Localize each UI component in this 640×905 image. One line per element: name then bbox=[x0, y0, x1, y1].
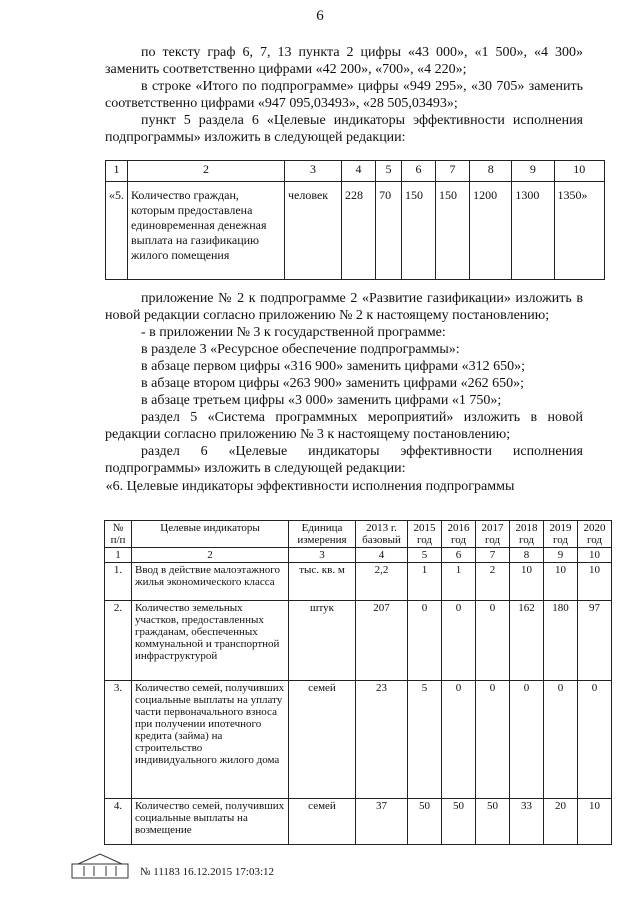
table-cell: 1 bbox=[106, 161, 128, 182]
table-cell: 8 bbox=[510, 548, 544, 563]
table-number-row bbox=[105, 548, 612, 563]
table-cell: 2020 год bbox=[578, 521, 612, 548]
table-cell: человек bbox=[285, 182, 342, 280]
table-cell: 2 bbox=[476, 563, 510, 601]
table-cell: 20 bbox=[544, 799, 578, 845]
table-cell: 1. bbox=[105, 563, 132, 601]
paragraph: пункт 5 раздела 6 «Целевые индикаторы эффективности исполнения подпрограммы» изложить в следующей редакции: bbox=[105, 113, 583, 145]
table-cell: Целевые индикаторы bbox=[132, 521, 289, 548]
paragraph: в абзаце первом цифры «316 900» заменить цифрами «312 650»; bbox=[141, 359, 525, 374]
table-cell: 7 bbox=[476, 548, 510, 563]
table-cell: 162 bbox=[510, 601, 544, 681]
table-cell: 1 bbox=[105, 548, 132, 563]
table-cell: 2016 год bbox=[442, 521, 476, 548]
paragraph: в абзаце втором цифры «263 900» заменить цифрами «262 650»; bbox=[141, 376, 524, 391]
table-cell: 10 bbox=[578, 799, 612, 845]
paragraph: раздел 5 «Система программных мероприятий» изложить в новой редакции согласно приложению № 3 к настоящему постановлению; bbox=[105, 410, 583, 442]
table-cell: 0 bbox=[408, 601, 442, 681]
table-cell: 10 bbox=[578, 563, 612, 601]
table-cell: 150 bbox=[401, 182, 435, 280]
table-cell: 2015 год bbox=[408, 521, 442, 548]
table-row bbox=[106, 182, 605, 280]
table-cell: 6 bbox=[442, 548, 476, 563]
table-cell: Единица измерения bbox=[289, 521, 356, 548]
table-cell: 6 bbox=[401, 161, 435, 182]
table-cell: 5 bbox=[376, 161, 402, 182]
table-cell: 2013 г. базовый bbox=[356, 521, 408, 548]
table-cell: 4. bbox=[105, 799, 132, 845]
table-cell: 1 bbox=[408, 563, 442, 601]
table-cell: 50 bbox=[408, 799, 442, 845]
section-heading: «6. Целевые индикаторы эффективности исполнения подпрограммы bbox=[105, 479, 515, 494]
table-cell: 0 bbox=[442, 681, 476, 799]
table-cell: 3 bbox=[289, 548, 356, 563]
table-cell: 1 bbox=[442, 563, 476, 601]
table-cell: 0 bbox=[578, 681, 612, 799]
table-cell: 9 bbox=[544, 548, 578, 563]
table-cell: 10 bbox=[544, 563, 578, 601]
table-cell: 33 bbox=[510, 799, 544, 845]
table-cell: 0 bbox=[442, 601, 476, 681]
table-cell: 10 bbox=[578, 548, 612, 563]
table-cell: 50 bbox=[476, 799, 510, 845]
table-cell: 8 bbox=[470, 161, 512, 182]
table-cell: Количество семей, получивших социальные выплаты на уплату части первоначального взноса при получении ипотечного кредита (займа) на строительство индивидуального жилого дома bbox=[132, 681, 289, 799]
page-number: 6 bbox=[316, 8, 324, 24]
table-cell: 97 bbox=[578, 601, 612, 681]
table-cell: 2. bbox=[105, 601, 132, 681]
table-cell: Количество семей, получивших социальные выплаты на возмещение bbox=[132, 799, 289, 845]
table-cell: 70 bbox=[376, 182, 402, 280]
table-cell: 2017 год bbox=[476, 521, 510, 548]
table-cell: штук bbox=[289, 601, 356, 681]
table-cell: «5. bbox=[106, 182, 128, 280]
paragraph: в разделе 3 «Ресурсное обеспечение подпрограммы»: bbox=[141, 342, 460, 357]
table-cell: 50 bbox=[442, 799, 476, 845]
table-cell: 2 bbox=[128, 161, 285, 182]
table-cell: тыс. кв. м bbox=[289, 563, 356, 601]
table-cell: 10 bbox=[554, 161, 604, 182]
table-cell: 10 bbox=[510, 563, 544, 601]
table-row bbox=[105, 681, 612, 799]
paragraph: по тексту граф 6, 7, 13 пункта 2 цифры «43 000», «1 500», «4 300» заменить соответственно цифрами «42 200», «700», «4 220»; bbox=[105, 45, 583, 77]
table-row bbox=[105, 799, 612, 845]
table-cell: 2019 год bbox=[544, 521, 578, 548]
table-cell: Ввод в действие малоэтажного жилья экономического класса bbox=[132, 563, 289, 601]
table-cell: 5 bbox=[408, 681, 442, 799]
table-cell: 4 bbox=[342, 161, 376, 182]
table-cell: 0 bbox=[476, 601, 510, 681]
paragraph: раздел 6 «Целевые индикаторы эффективности исполнения подпрограммы» изложить в следующей редакции: bbox=[105, 444, 583, 476]
table-cell: Количество граждан, которым предоставлена единовременная денежная выплата на газификацию жилого помещения bbox=[128, 182, 285, 280]
document-footer: № 11183 16.12.2015 17:03:12 bbox=[140, 866, 275, 878]
table-cell: 3 bbox=[285, 161, 342, 182]
paragraph: - в приложении № 3 к государственной программе: bbox=[141, 325, 446, 340]
table-row bbox=[105, 601, 612, 681]
table-cell: 2,2 bbox=[356, 563, 408, 601]
paragraph: в абзаце третьем цифры «3 000» заменить цифрами «1 750»; bbox=[141, 393, 502, 408]
stamp-logo-icon bbox=[70, 852, 130, 882]
indicator-table-1 bbox=[105, 160, 605, 280]
table-cell: 228 bbox=[342, 182, 376, 280]
table-cell: № п/п bbox=[105, 521, 132, 548]
table-cell: 2 bbox=[132, 548, 289, 563]
indicator-table-2 bbox=[104, 520, 612, 845]
table-cell: 1200 bbox=[470, 182, 512, 280]
table-cell: 1300 bbox=[512, 182, 554, 280]
table-row bbox=[105, 563, 612, 601]
table-cell: 7 bbox=[436, 161, 470, 182]
table-cell: 0 bbox=[476, 681, 510, 799]
table-cell: 3. bbox=[105, 681, 132, 799]
table-cell: 180 bbox=[544, 601, 578, 681]
table-cell: Количество земельных участков, предоставленных гражданам, обеспеченных коммунальной и транспортной инфраструктурой bbox=[132, 601, 289, 681]
table-cell: 0 bbox=[510, 681, 544, 799]
table-cell: 207 bbox=[356, 601, 408, 681]
paragraph: в строке «Итого по подпрограмме» цифры «949 295», «30 705» заменить соответственно цифрами «947 095,03493», «28 505,03493»; bbox=[105, 79, 583, 111]
paragraph: приложение № 2 к подпрограмме 2 «Развитие газификации» изложить в новой редакции согласно приложению № 2 к настоящему постановлению; bbox=[105, 291, 583, 323]
table-cell: 5 bbox=[408, 548, 442, 563]
table-cell: 37 bbox=[356, 799, 408, 845]
table-cell: семей bbox=[289, 681, 356, 799]
table-cell: 2018 год bbox=[510, 521, 544, 548]
table-cell: 4 bbox=[356, 548, 408, 563]
table-cell: 0 bbox=[544, 681, 578, 799]
table-cell: 9 bbox=[512, 161, 554, 182]
table-cell: 150 bbox=[436, 182, 470, 280]
table-cell: семей bbox=[289, 799, 356, 845]
table-cell: 23 bbox=[356, 681, 408, 799]
table-header-row bbox=[105, 521, 612, 548]
table-cell: 1350» bbox=[554, 182, 604, 280]
table-header-row bbox=[106, 161, 605, 182]
